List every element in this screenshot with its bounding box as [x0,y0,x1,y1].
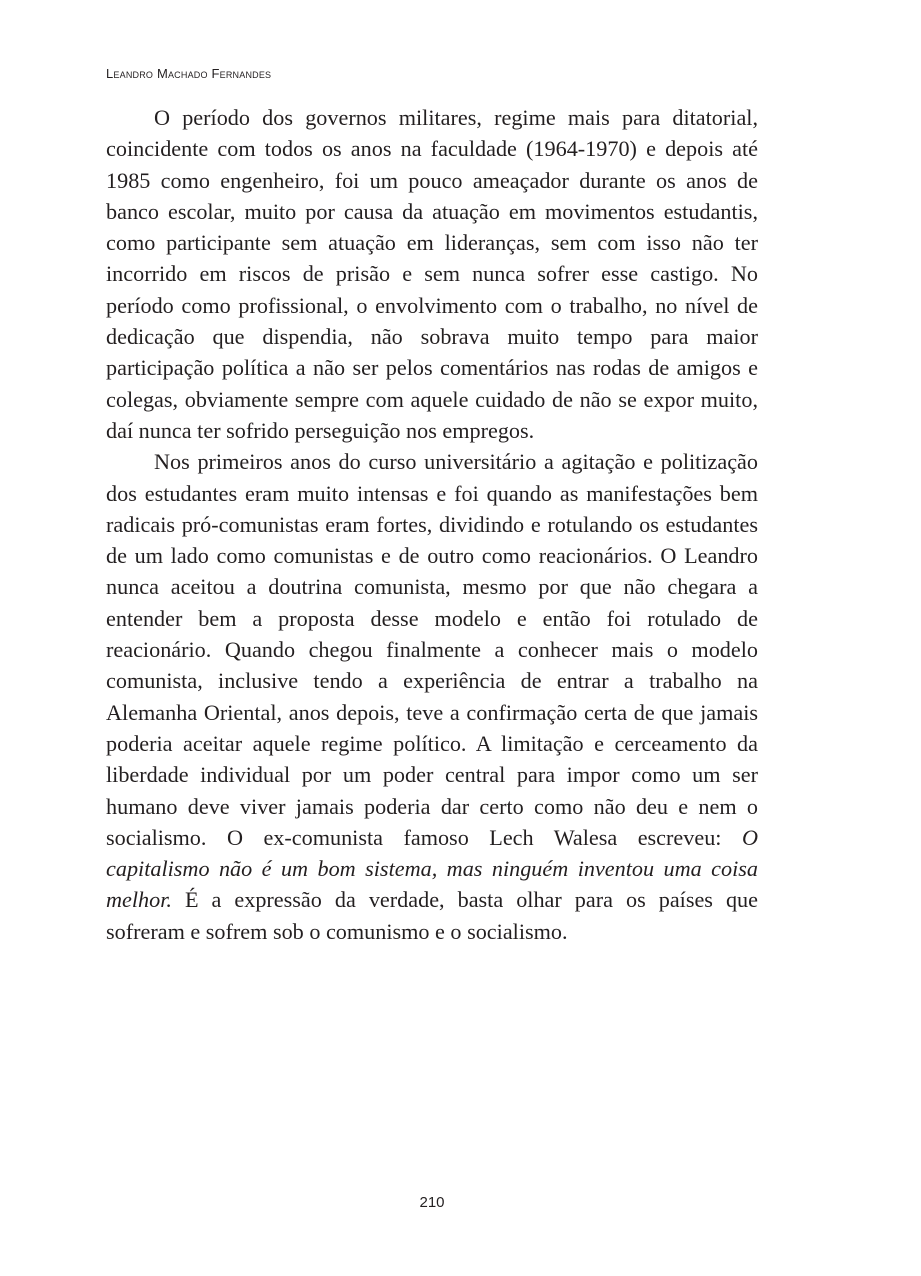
running-head-author: Leandro Machado Fernandes [106,66,272,81]
paragraph-2-text-after-quote: É a expressão da verdade, basta olhar para os países que sofreram e sofrem sob o comunismo e o socialismo. [106,887,758,944]
paragraph-1: O período dos governos militares, regime mais para ditatorial, coincidente com todos os anos na faculdade (1964-1970) e depois até 1985 como engenheiro, foi um pouco ameaçador durante os anos de banco escolar, muito por causa da atuação em movimentos estudantis, como participante sem atuação em lideranças, sem com isso não ter incorrido em riscos de prisão e sem nunca sofrer esse castigo. No período como profissional, o envolvimento com o trabalho, no nível de dedicação que dispendia, não sobrava muito tempo para maior participação política a não ser pelos comentários nas rodas de amigos e colegas, obviamente sempre com aquele cuidado de não se expor muito, daí nunca ter sofrido perseguição nos empregos. [106,105,758,443]
body-text [106,102,758,947]
walesa-quote: O capitalismo não é um bom sistema, mas ninguém inventou uma coisa melhor. [106,824,758,913]
page-number: 210 [419,1194,445,1211]
paragraph-2-text-before-quote: Nos primeiros anos do curso universitário a agitação e politização dos estudantes eram muito intensas e foi quando as manifestações bem radicais pró-comunistas eram fortes, dividindo e rotulando os estudantes de um lado como comunistas e de outro como reacionários. O Leandro nunca aceitou a doutrina comunista, mesmo por que não chegara a entender bem a proposta desse modelo e então foi rotulado de reacionário. Quando chegou finalmente a conhecer mais o modelo comunista, inclusive tendo a experiência de entrar a trabalho na Alemanha Oriental, anos depois, teve a confirmação certa de que jamais poderia aceitar aquele regime político. A limitação e cerceamento da liberdade individual por um poder central para impor como um ser humano deve viver jamais poderia dar certo como não deu e nem o socialismo. O ex-comunista famoso Lech Walesa escreveu: [106,449,758,850]
paragraph-2 [106,446,758,947]
